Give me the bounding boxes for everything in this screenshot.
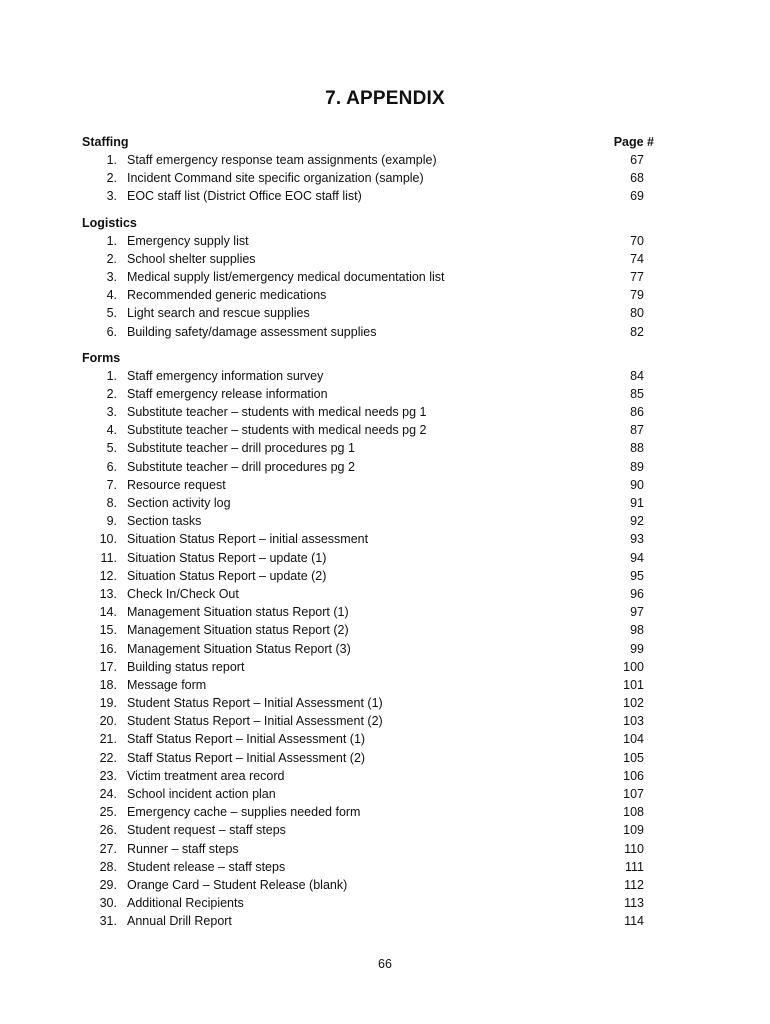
entry-title: Building status report xyxy=(127,659,245,674)
toc-entry xyxy=(82,151,654,169)
entry-title: Student Status Report – Initial Assessment (1) xyxy=(127,696,383,711)
entry-page-number: 100 xyxy=(623,659,644,674)
page-number: 66 xyxy=(378,957,392,971)
entry-number: 24. xyxy=(99,787,117,801)
page-column-header: Page # xyxy=(613,135,654,149)
entry-page-number: 98 xyxy=(630,623,644,638)
entry-title: Staff emergency information survey xyxy=(127,368,324,383)
entry-title: Building safety/damage assessment supplies xyxy=(127,324,377,339)
toc-entry xyxy=(82,621,654,639)
entry-page-number: 82 xyxy=(630,324,644,339)
entry-title: Additional Recipients xyxy=(127,896,244,911)
toc-entry xyxy=(82,458,654,476)
toc-entry xyxy=(82,876,654,894)
entry-title: Situation Status Report – update (2) xyxy=(127,568,327,583)
entry-page-number: 77 xyxy=(630,269,644,284)
entry-title: Management Situation Status Report (3) xyxy=(127,641,351,656)
entry-number: 28. xyxy=(99,859,117,874)
toc-entry xyxy=(82,694,654,712)
toc-entry xyxy=(82,767,654,785)
section-heading-label: Logistics xyxy=(82,215,137,230)
section-heading-label: Forms xyxy=(82,350,121,365)
entry-page-number: 94 xyxy=(630,550,644,565)
toc-entry xyxy=(82,658,654,676)
section-heading xyxy=(82,350,654,367)
entry-page-number: 95 xyxy=(630,568,644,583)
entry-number: 2. xyxy=(106,171,117,186)
entry-number: 3. xyxy=(106,269,117,284)
entry-page-number: 112 xyxy=(624,877,644,892)
entry-page-number: 97 xyxy=(630,605,644,620)
entry-title: Emergency supply list xyxy=(127,233,249,248)
entry-title: Situation Status Report – update (1) xyxy=(127,550,327,565)
entry-number: 13. xyxy=(99,586,117,601)
entry-title: EOC staff list (District Office EOC staff list) xyxy=(127,189,362,204)
entry-number: 16. xyxy=(99,641,117,656)
section-gap xyxy=(82,206,654,215)
toc-entry xyxy=(82,323,654,341)
toc-entry xyxy=(82,421,654,439)
toc-entry xyxy=(82,385,654,403)
entry-title: Management Situation status Report (1) xyxy=(127,605,349,620)
section-gap xyxy=(82,341,654,350)
entry-number: 29. xyxy=(99,877,117,892)
entry-title: Runner – staff steps xyxy=(127,841,239,856)
toc-entry xyxy=(82,803,654,821)
entry-number: 1. xyxy=(106,153,117,167)
entry-page-number: 99 xyxy=(630,641,644,656)
entry-page-number: 85 xyxy=(630,386,644,401)
entry-number: 27. xyxy=(99,841,117,856)
toc-entry xyxy=(82,250,654,268)
toc-entry xyxy=(82,912,654,930)
entry-title: Resource request xyxy=(127,477,226,492)
entry-number: 3. xyxy=(106,405,117,420)
entry-number: 18. xyxy=(99,677,117,692)
entry-page-number: 79 xyxy=(630,288,644,303)
toc-entry xyxy=(82,187,654,205)
entry-title: Student request – staff steps xyxy=(127,823,286,838)
entry-title: Student release – staff steps xyxy=(127,859,286,874)
entry-number: 19. xyxy=(99,696,117,711)
entry-page-number: 80 xyxy=(630,306,644,321)
entry-page-number: 108 xyxy=(623,805,644,820)
entry-title: Check In/Check Out xyxy=(127,586,239,601)
toc-entry xyxy=(82,821,654,839)
entry-page-number: 93 xyxy=(630,532,644,547)
entry-page-number: 74 xyxy=(630,251,644,266)
entry-page-number: 89 xyxy=(630,459,644,474)
entry-title: School incident action plan xyxy=(127,787,276,801)
toc-entry xyxy=(82,530,654,548)
entry-title: Management Situation status Report (2) xyxy=(127,623,349,638)
entry-page-number: 104 xyxy=(623,732,644,747)
entry-page-number: 67 xyxy=(630,153,644,167)
entry-title: Staff emergency release information xyxy=(127,386,328,401)
toc-entry xyxy=(82,785,654,803)
toc-entry xyxy=(82,169,654,187)
entry-number: 8. xyxy=(106,496,117,510)
entry-number: 1. xyxy=(106,368,117,383)
entry-title: School shelter supplies xyxy=(127,251,256,266)
entry-title: Annual Drill Report xyxy=(127,914,232,929)
toc-entry xyxy=(82,712,654,730)
entry-title: Substitute teacher – students with medical needs pg 2 xyxy=(127,423,427,438)
section-heading-label: Staffing xyxy=(82,135,129,149)
entry-number: 31. xyxy=(99,914,117,929)
section-heading xyxy=(82,215,654,232)
toc-entry xyxy=(82,567,654,585)
entry-page-number: 111 xyxy=(624,859,644,874)
toc-entry xyxy=(82,549,654,567)
toc-entry xyxy=(82,403,654,421)
entry-title: Recommended generic medications xyxy=(127,288,327,303)
entry-number: 11. xyxy=(100,550,117,565)
entry-title: Staff Status Report – Initial Assessment (1) xyxy=(127,732,366,747)
entry-number: 4. xyxy=(106,423,117,438)
table-of-contents xyxy=(82,134,654,931)
entry-number: 22. xyxy=(99,750,117,765)
entry-title: Substitute teacher – students with medical needs pg 1 xyxy=(127,405,427,420)
toc-entry xyxy=(82,585,654,603)
toc-entry xyxy=(82,494,654,512)
entry-page-number: 70 xyxy=(630,233,644,248)
entry-number: 2. xyxy=(106,386,117,401)
entry-number: 20. xyxy=(99,714,117,729)
entry-number: 10. xyxy=(99,532,117,547)
entry-page-number: 113 xyxy=(624,896,644,911)
toc-entry xyxy=(82,512,654,530)
entry-page-number: 84 xyxy=(630,368,644,383)
entry-page-number: 86 xyxy=(630,405,644,420)
entry-page-number: 114 xyxy=(624,914,644,929)
entry-number: 30. xyxy=(99,896,117,911)
entry-title: Message form xyxy=(127,677,207,692)
entry-page-number: 109 xyxy=(623,823,644,838)
entry-title: Orange Card – Student Release (blank) xyxy=(127,877,348,892)
page-title: 7. APPENDIX xyxy=(325,88,445,109)
entry-page-number: 102 xyxy=(623,696,644,711)
section-heading xyxy=(82,134,654,151)
entry-page-number: 91 xyxy=(630,496,644,510)
entry-page-number: 68 xyxy=(630,171,644,186)
entry-title: Medical supply list/emergency medical documentation list xyxy=(127,269,445,284)
entry-title: Staff emergency response team assignments (example) xyxy=(127,153,437,167)
entry-number: 2. xyxy=(106,251,117,266)
entry-number: 12. xyxy=(99,568,117,583)
entry-title: Victim treatment area record xyxy=(127,768,285,783)
entry-number: 23. xyxy=(99,768,117,783)
entry-page-number: 69 xyxy=(630,189,644,204)
entry-number: 7. xyxy=(106,477,117,492)
toc-entry xyxy=(82,439,654,457)
entry-number: 9. xyxy=(106,514,117,529)
toc-entry xyxy=(82,304,654,322)
entry-number: 4. xyxy=(106,288,117,303)
entry-number: 17. xyxy=(99,659,117,674)
toc-entry xyxy=(82,894,654,912)
entry-title: Substitute teacher – drill procedures pg 2 xyxy=(127,459,355,474)
entry-number: 21. xyxy=(99,732,117,747)
entry-number: 15. xyxy=(99,623,117,638)
entry-page-number: 88 xyxy=(630,441,644,456)
entry-title: Student Status Report – Initial Assessment (2) xyxy=(127,714,383,729)
entry-number: 14. xyxy=(99,605,117,620)
toc-entry xyxy=(82,640,654,658)
toc-entry xyxy=(82,730,654,748)
toc-entry xyxy=(82,676,654,694)
toc-entry xyxy=(82,367,654,385)
toc-entry xyxy=(82,232,654,250)
entry-title: Situation Status Report – initial assessment xyxy=(127,532,369,547)
entry-page-number: 106 xyxy=(623,768,644,783)
entry-title: Emergency cache – supplies needed form xyxy=(127,805,361,820)
entry-title: Light search and rescue supplies xyxy=(127,306,310,321)
entry-page-number: 110 xyxy=(624,841,644,856)
entry-title: Substitute teacher – drill procedures pg 1 xyxy=(127,441,355,456)
entry-page-number: 96 xyxy=(630,586,644,601)
toc-entry xyxy=(82,858,654,876)
entry-page-number: 107 xyxy=(623,787,644,801)
entry-page-number: 103 xyxy=(623,714,644,729)
entry-number: 6. xyxy=(106,459,117,474)
entry-page-number: 90 xyxy=(630,477,644,492)
entry-number: 25. xyxy=(99,805,117,820)
entry-number: 5. xyxy=(106,441,117,456)
toc-entry xyxy=(82,476,654,494)
toc-entry xyxy=(82,268,654,286)
entry-title: Incident Command site specific organization (sample) xyxy=(127,171,424,186)
entry-page-number: 92 xyxy=(630,514,644,529)
entry-page-number: 87 xyxy=(630,423,644,438)
toc-entry xyxy=(82,840,654,858)
entry-number: 5. xyxy=(106,306,117,321)
toc-entry xyxy=(82,286,654,304)
entry-title: Staff Status Report – Initial Assessment (2) xyxy=(127,750,366,765)
entry-page-number: 101 xyxy=(623,677,644,692)
toc-entry xyxy=(82,603,654,621)
entry-title: Section tasks xyxy=(127,514,202,529)
toc-entry xyxy=(82,749,654,767)
entry-number: 1. xyxy=(106,233,117,248)
entry-number: 3. xyxy=(106,189,117,204)
entry-page-number: 105 xyxy=(623,750,644,765)
entry-number: 26. xyxy=(99,823,117,838)
entry-title: Section activity log xyxy=(127,496,231,510)
entry-number: 6. xyxy=(106,324,117,339)
